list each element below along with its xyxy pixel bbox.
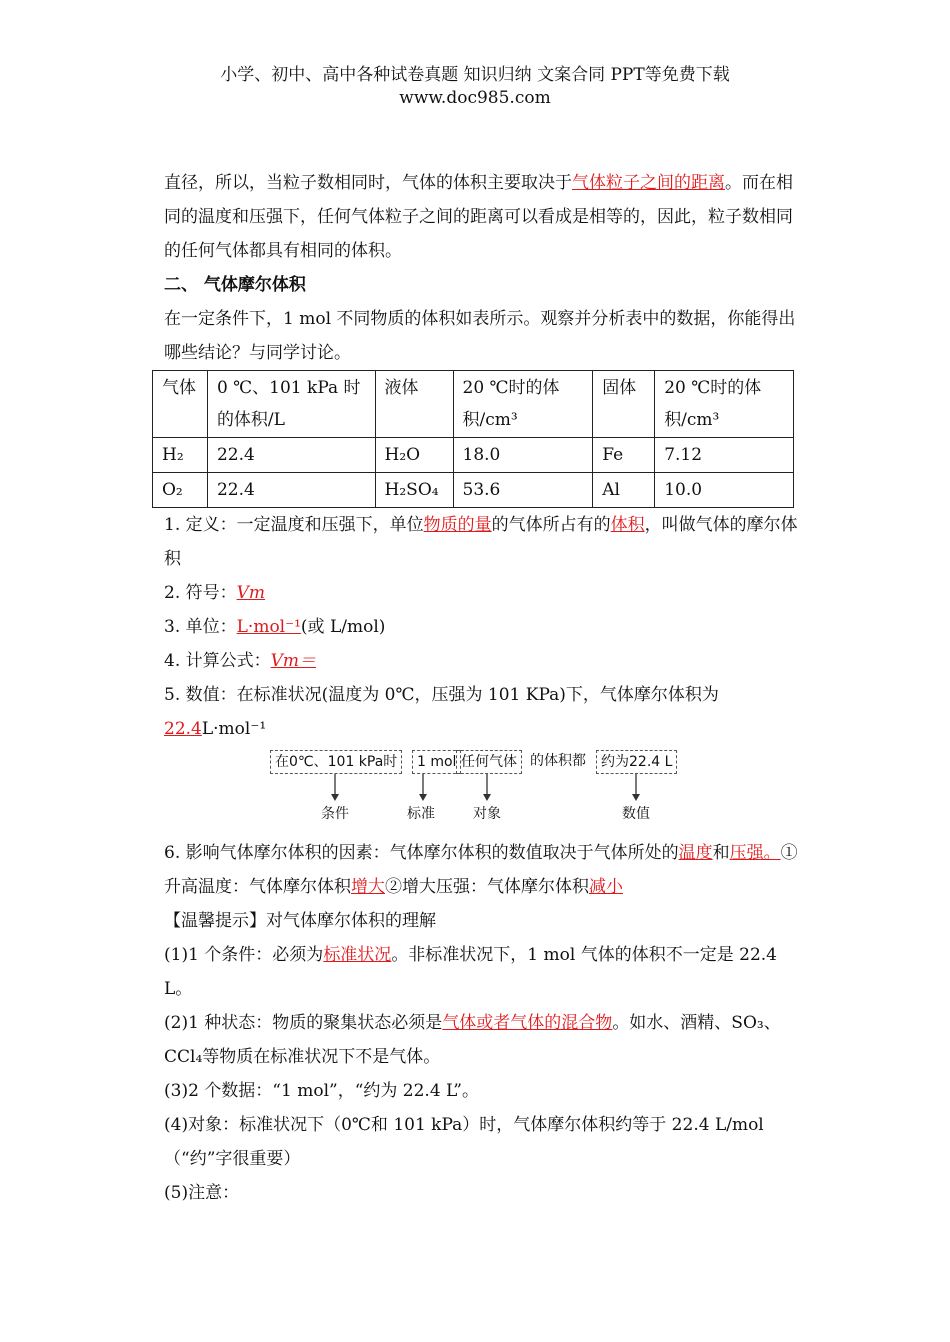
symbol-answer: Vm	[236, 583, 266, 603]
table-header-row	[153, 371, 794, 438]
value-answer: 22.4	[164, 719, 202, 739]
factors-answer-temp: 温度	[678, 843, 713, 863]
factors-text-b: 和	[712, 843, 730, 863]
table-header-cell: 0 ℃、101 kPa 时的体积/L	[207, 371, 375, 438]
def-text-a: 1. 定义：一定温度和压强下，单位	[164, 515, 424, 535]
value-text-a: 5. 数值：在标准状况(温度为 0℃，压强为 101 KPa)下，气体摩尔体积为	[164, 685, 719, 705]
formula-answer: Vm＝	[270, 651, 317, 671]
item-factors	[164, 836, 804, 904]
unit-alt: (或 L/mol)	[300, 617, 386, 637]
document-body	[164, 166, 804, 1210]
table-row	[153, 438, 794, 473]
intro-paragraph	[164, 166, 804, 268]
item-definition	[164, 508, 804, 576]
table-cell: 22.4	[207, 473, 375, 508]
table-header-cell: 20 ℃时的体积/cm³	[453, 371, 593, 438]
table-cell: 53.6	[453, 473, 593, 508]
diagram-mid-text: 的体积都	[530, 753, 586, 769]
table-cell: H₂	[153, 438, 208, 473]
symbol-label: 2. 符号：	[164, 583, 237, 603]
diagram-box-condition: 在0℃、101 kPa时	[270, 750, 402, 774]
diagram-label-value: 数值	[622, 806, 650, 822]
unit-label: 3. 单位：	[164, 617, 237, 637]
tip-1-answer: 标准状况	[323, 945, 392, 965]
arrow-down-icon	[482, 774, 492, 802]
table-cell: 10.0	[655, 473, 794, 508]
arrow-down-icon	[631, 774, 641, 802]
factors-text-c: ①升高温度：气体摩尔体积	[164, 843, 798, 897]
diagram-box-value: 约为22.4 L	[596, 750, 677, 774]
table-cell: H₂SO₄	[375, 473, 453, 508]
def-text-c: ，叫做气体的摩尔体积	[164, 515, 798, 569]
table-cell: Al	[593, 473, 655, 508]
tips-title: 【温馨提示】对气体摩尔体积的理解	[164, 911, 436, 931]
item-unit	[164, 610, 804, 644]
arrow-down-icon	[418, 774, 428, 802]
tip-1	[164, 938, 804, 1006]
diagram-box-object: 任何气体	[456, 750, 522, 774]
tip-3: (3)2 个数据：“1 mol”，“约为 22.4 L”。	[164, 1081, 479, 1101]
table-cell: O₂	[153, 473, 208, 508]
intro-text-a: 直径，所以，当粒子数相同时，气体的体积主要取决于	[164, 173, 572, 193]
tip-2	[164, 1006, 804, 1074]
table-header-cell: 固体	[593, 371, 655, 438]
item-symbol	[164, 576, 804, 610]
factors-answer-decrease: 减小	[589, 877, 623, 897]
tip-4: (4)对象：标准状况下（0℃和 101 kPa）时，气体摩尔体积约等于 22.4 L/mol（“约”字很重要）	[164, 1115, 764, 1169]
table-cell: 18.0	[453, 438, 593, 473]
diagram-label-condition: 条件	[321, 806, 349, 822]
item-value	[164, 678, 804, 746]
diagram-box-standard: 1 mol	[412, 750, 461, 774]
table-cell: H₂O	[375, 438, 453, 473]
factors-text-d: ②增大压强：气体摩尔体积	[385, 877, 589, 897]
tip-2-text-a: (2)1 种状态：物质的聚集状态必须是	[164, 1013, 443, 1033]
tip-2-answer: 气体或者气体的混合物	[442, 1013, 613, 1033]
def-answer-1: 物质的量	[423, 515, 492, 535]
intro-text-b: 。而在相同的温度和压强下，任何气体粒子之间的距离可以看成是相等的，因此，粒子数相同的任何气体都具有相同的体积。	[164, 173, 793, 261]
tip-2-text-b: 。如水、酒精、SO₃、CCl₄等物质在标准状况下不是气体。	[164, 1013, 781, 1067]
tip-1-text-b: 。非标准状况下，1 mol 气体的体积不一定是 22.4 L。	[164, 945, 777, 999]
intro-answer: 气体粒子之间的距离	[572, 173, 725, 193]
table-header-cell: 20 ℃时的体积/cm³	[655, 371, 794, 438]
table-cell: Fe	[593, 438, 655, 473]
factors-answer-pressure: 压强。	[729, 843, 781, 863]
page-header	[0, 64, 950, 110]
table-cell: 22.4	[207, 438, 375, 473]
header-line-1: 小学、初中、高中各种试卷真题 知识归纳 文案合同 PPT等免费下载	[220, 65, 730, 85]
section-2-desc: 在一定条件下，1 mol 不同物质的体积如表所示。观察并分析表中的数据，你能得出哪些结论？与同学讨论。	[164, 309, 796, 363]
factors-answer-increase: 增大	[351, 877, 385, 897]
tip-1-text-a: (1)1 个条件：必须为	[164, 945, 324, 965]
table-header-cell: 气体	[153, 371, 208, 438]
section-2-title: 二、 气体摩尔体积	[164, 275, 306, 295]
def-answer-2: 体积	[610, 515, 645, 535]
header-url: www.doc985.com	[399, 88, 551, 108]
table-header-cell: 液体	[375, 371, 453, 438]
item-formula	[164, 644, 804, 678]
value-unit: L·mol⁻¹	[201, 719, 267, 739]
diagram-label-object: 对象	[473, 806, 501, 822]
volume-table	[152, 370, 794, 508]
table-row	[153, 473, 794, 508]
table-cell: 7.12	[655, 438, 794, 473]
molar-volume-diagram	[164, 746, 804, 836]
arrow-down-icon	[330, 774, 340, 802]
factors-text-a: 6. 影响气体摩尔体积的因素：气体摩尔体积的数值取决于气体所处的	[164, 843, 679, 863]
formula-label: 4. 计算公式：	[164, 651, 271, 671]
def-text-b: 的气体所占有的	[491, 515, 611, 535]
diagram-label-standard: 标准	[407, 806, 435, 822]
tip-5: (5)注意：	[164, 1183, 240, 1203]
unit-answer: L·mol⁻¹	[236, 617, 301, 637]
